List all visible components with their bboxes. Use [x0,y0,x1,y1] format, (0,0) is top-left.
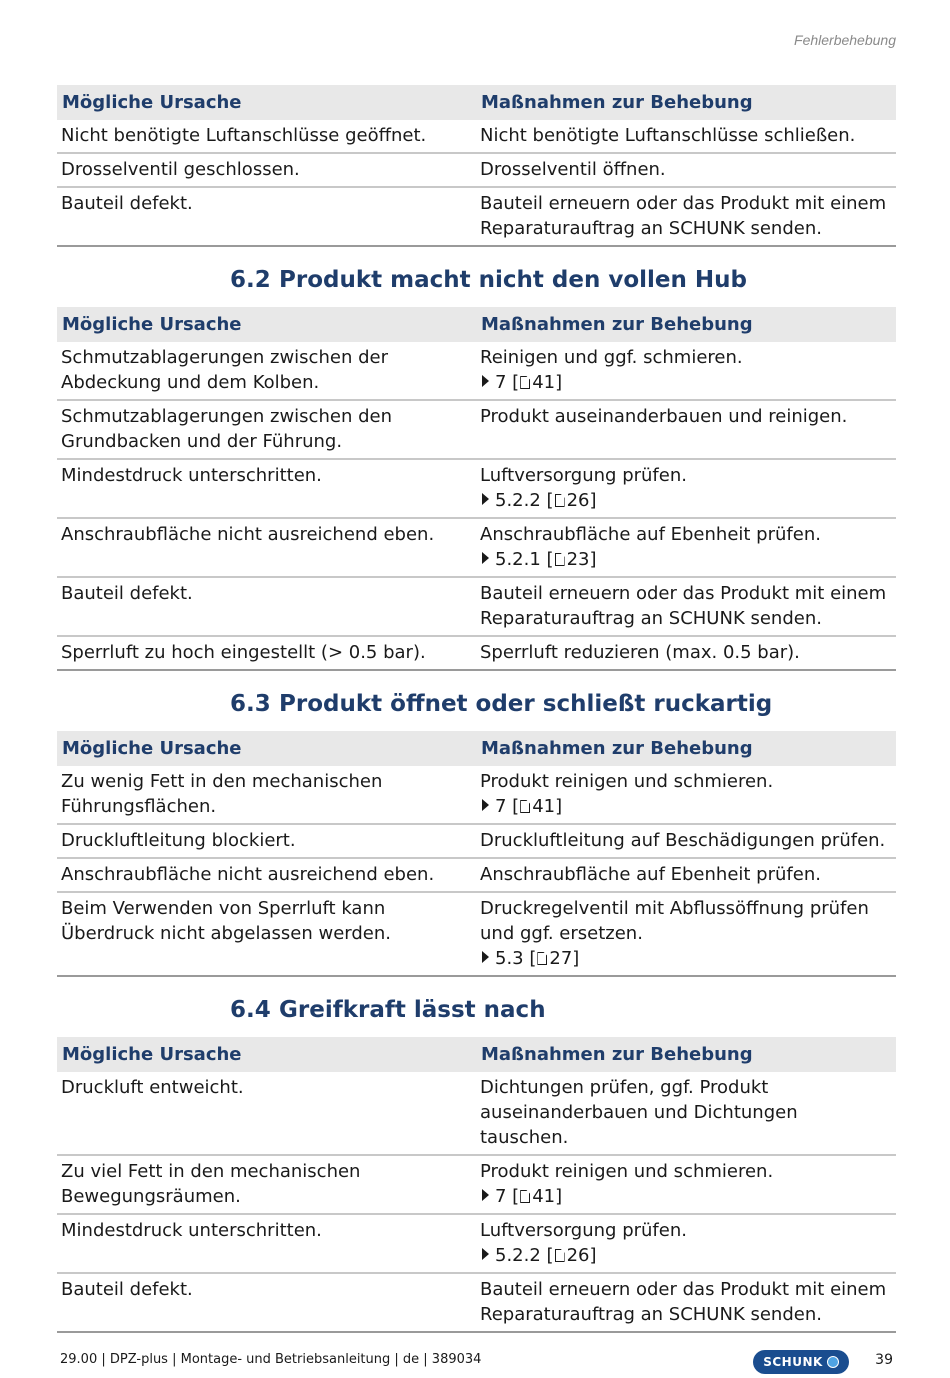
page-icon [555,494,565,507]
section-heading [230,995,896,1025]
cause-cell: Zu viel Fett in den mechanischen Bewegungsräumen. [57,1155,476,1214]
table-header-row [57,307,896,342]
action-text: Druckregelventil mit Abflussöffnung prüfen und ggf. ersetzen. [480,898,869,944]
logo-text: SCHUNK [763,1355,823,1369]
page-icon [520,800,530,813]
reference-page: 23 [566,549,590,570]
cause-cell: Schmutzablagerungen zwischen der Abdeckung und dem Kolben. [57,342,476,400]
action-cell [476,459,896,518]
action-text: Luftversorgung prüfen. [480,465,687,486]
action-cell [476,1155,896,1214]
page-icon [555,553,565,566]
schunk-logo [753,1350,849,1374]
page-icon [537,952,547,965]
cross-reference-link[interactable] [480,946,891,971]
troubleshooting-table [57,85,896,247]
action-text: Produkt auseinanderbauen und reinigen. [480,406,848,427]
action-cell [476,153,896,187]
arrow-right-icon [482,1189,489,1201]
table-row [57,892,896,976]
cause-cell: Zu wenig Fett in den mechanischen Führungsflächen. [57,766,476,824]
action-cell [476,400,896,459]
bracket-open: [ [506,796,520,817]
reference-page: 26 [566,1245,590,1266]
arrow-right-icon [482,552,489,564]
running-head: Fehlerbehebung [794,32,896,48]
cross-reference-link[interactable] [480,1243,891,1268]
page-number: 39 [875,1352,893,1368]
page-icon [520,376,530,389]
action-text: Produkt reinigen und schmieren. [480,771,774,792]
troubleshooting-table [57,1037,896,1333]
cause-cell: Drosselventil geschlossen. [57,153,476,187]
table-row [57,577,896,636]
page-icon [520,1190,530,1203]
cross-reference-link[interactable] [480,794,891,819]
table-row [57,400,896,459]
action-text: Druckluftleitung auf Beschädigungen prüfen. [480,830,886,851]
action-text: Bauteil erneuern oder das Produkt mit einem Reparaturauftrag an SCHUNK senden. [480,193,887,239]
reference-section: 7 [495,372,507,393]
table-row [57,518,896,577]
action-cell [476,1273,896,1332]
action-text: Produkt reinigen und schmieren. [480,1161,774,1182]
troubleshooting-table [57,731,896,977]
table-row [57,824,896,858]
table-row [57,153,896,187]
bracket-open: [ [506,372,520,393]
header-action: Maßnahmen zur Behebung [476,307,896,342]
table-row [57,1155,896,1214]
header-cause: Mögliche Ursache [57,85,476,120]
action-text: Reinigen und ggf. schmieren. [480,347,743,368]
action-text: Dichtungen prüfen, ggf. Produkt auseinanderbauen und Dichtungen tauschen. [480,1077,798,1148]
cause-cell: Sperrluft zu hoch eingestellt (> 0.5 bar). [57,636,476,670]
arrow-right-icon [482,1248,489,1260]
cause-cell: Bauteil defekt. [57,577,476,636]
table-row [57,459,896,518]
bracket-close: ] [589,1245,597,1266]
bracket-close: ] [555,796,563,817]
bracket-close: ] [589,490,597,511]
page-icon [555,1249,565,1262]
section-title: Produkt öffnet oder schließt ruckartig [279,691,773,717]
action-cell [476,892,896,976]
action-cell [476,187,896,246]
header-cause: Mögliche Ursache [57,1037,476,1072]
section-title: Produkt macht nicht den vollen Hub [279,267,747,293]
action-text: Nicht benötigte Luftanschlüsse schließen. [480,125,856,146]
cause-cell: Druckluftleitung blockiert. [57,824,476,858]
footer-text: 29.00 | DPZ-plus | Montage- und Betriebsanleitung | de | 389034 [60,1352,482,1367]
bracket-open: [ [506,1186,520,1207]
bracket-close: ] [589,549,597,570]
reference-page: 26 [566,490,590,511]
header-action: Maßnahmen zur Behebung [476,731,896,766]
header-action: Maßnahmen zur Behebung [476,85,896,120]
action-cell [476,120,896,153]
table-row [57,1214,896,1273]
header-action: Maßnahmen zur Behebung [476,1037,896,1072]
cross-reference-link[interactable] [480,1184,891,1209]
reference-section: 5.2.2 [495,1245,541,1266]
action-cell [476,342,896,400]
section-heading [230,689,896,719]
header-cause: Mögliche Ursache [57,731,476,766]
cause-cell: Anschraubfläche nicht ausreichend eben. [57,858,476,892]
cause-cell: Beim Verwenden von Sperrluft kann Überdruck nicht abgelassen werden. [57,892,476,976]
action-text: Sperrluft reduzieren (max. 0.5 bar). [480,642,800,663]
section-number: 6.3 [230,691,271,717]
action-text: Bauteil erneuern oder das Produkt mit einem Reparaturauftrag an SCHUNK senden. [480,583,887,629]
troubleshooting-table [57,307,896,671]
bracket-open: [ [540,549,554,570]
reference-section: 5.2.2 [495,490,541,511]
reference-page: 41 [532,1186,556,1207]
reference-page: 41 [532,796,556,817]
table-header-row [57,1037,896,1072]
action-cell [476,1214,896,1273]
cross-reference-link[interactable] [480,370,891,395]
action-text: Luftversorgung prüfen. [480,1220,687,1241]
bracket-close: ] [555,372,563,393]
action-cell [476,577,896,636]
bracket-close: ] [572,948,580,969]
table-header-row [57,731,896,766]
reference-page: 27 [549,948,573,969]
action-cell [476,824,896,858]
table-row [57,342,896,400]
reference-section: 7 [495,796,507,817]
section-title: Greifkraft lässt nach [279,997,546,1023]
cause-cell: Anschraubfläche nicht ausreichend eben. [57,518,476,577]
cause-cell: Bauteil defekt. [57,1273,476,1332]
logo-mark-icon [827,1356,839,1368]
table-row [57,1072,896,1155]
bracket-open: [ [540,490,554,511]
action-cell [476,1072,896,1155]
action-text: Anschraubfläche auf Ebenheit prüfen. [480,864,821,885]
table-row [57,1273,896,1332]
table-row [57,858,896,892]
action-cell [476,518,896,577]
cause-cell: Mindestdruck unterschritten. [57,459,476,518]
section-number: 6.2 [230,267,271,293]
cause-cell: Nicht benötigte Luftanschlüsse geöffnet. [57,120,476,153]
section-number: 6.4 [230,997,271,1023]
cause-cell: Bauteil defekt. [57,187,476,246]
action-text: Drosselventil öffnen. [480,159,666,180]
reference-section: 5.3 [495,948,524,969]
action-cell [476,858,896,892]
table-row [57,187,896,246]
table-header-row [57,85,896,120]
reference-page: 41 [532,372,556,393]
cause-cell: Schmutzablagerungen zwischen den Grundbacken und der Führung. [57,400,476,459]
action-cell [476,636,896,670]
cause-cell: Druckluft entweicht. [57,1072,476,1155]
bracket-close: ] [555,1186,563,1207]
arrow-right-icon [482,375,489,387]
action-text: Anschraubfläche auf Ebenheit prüfen. [480,524,821,545]
arrow-right-icon [482,799,489,811]
cause-cell: Mindestdruck unterschritten. [57,1214,476,1273]
reference-section: 5.2.1 [495,549,541,570]
section-heading [230,265,896,295]
action-cell [476,766,896,824]
table-row [57,120,896,153]
arrow-right-icon [482,951,489,963]
arrow-right-icon [482,493,489,505]
action-text: Bauteil erneuern oder das Produkt mit einem Reparaturauftrag an SCHUNK senden. [480,1279,887,1325]
header-cause: Mögliche Ursache [57,307,476,342]
cross-reference-link[interactable] [480,547,891,572]
content [57,85,896,1333]
table-row [57,636,896,670]
reference-section: 7 [495,1186,507,1207]
table-row [57,766,896,824]
bracket-open: [ [523,948,537,969]
cross-reference-link[interactable] [480,488,891,513]
bracket-open: [ [540,1245,554,1266]
